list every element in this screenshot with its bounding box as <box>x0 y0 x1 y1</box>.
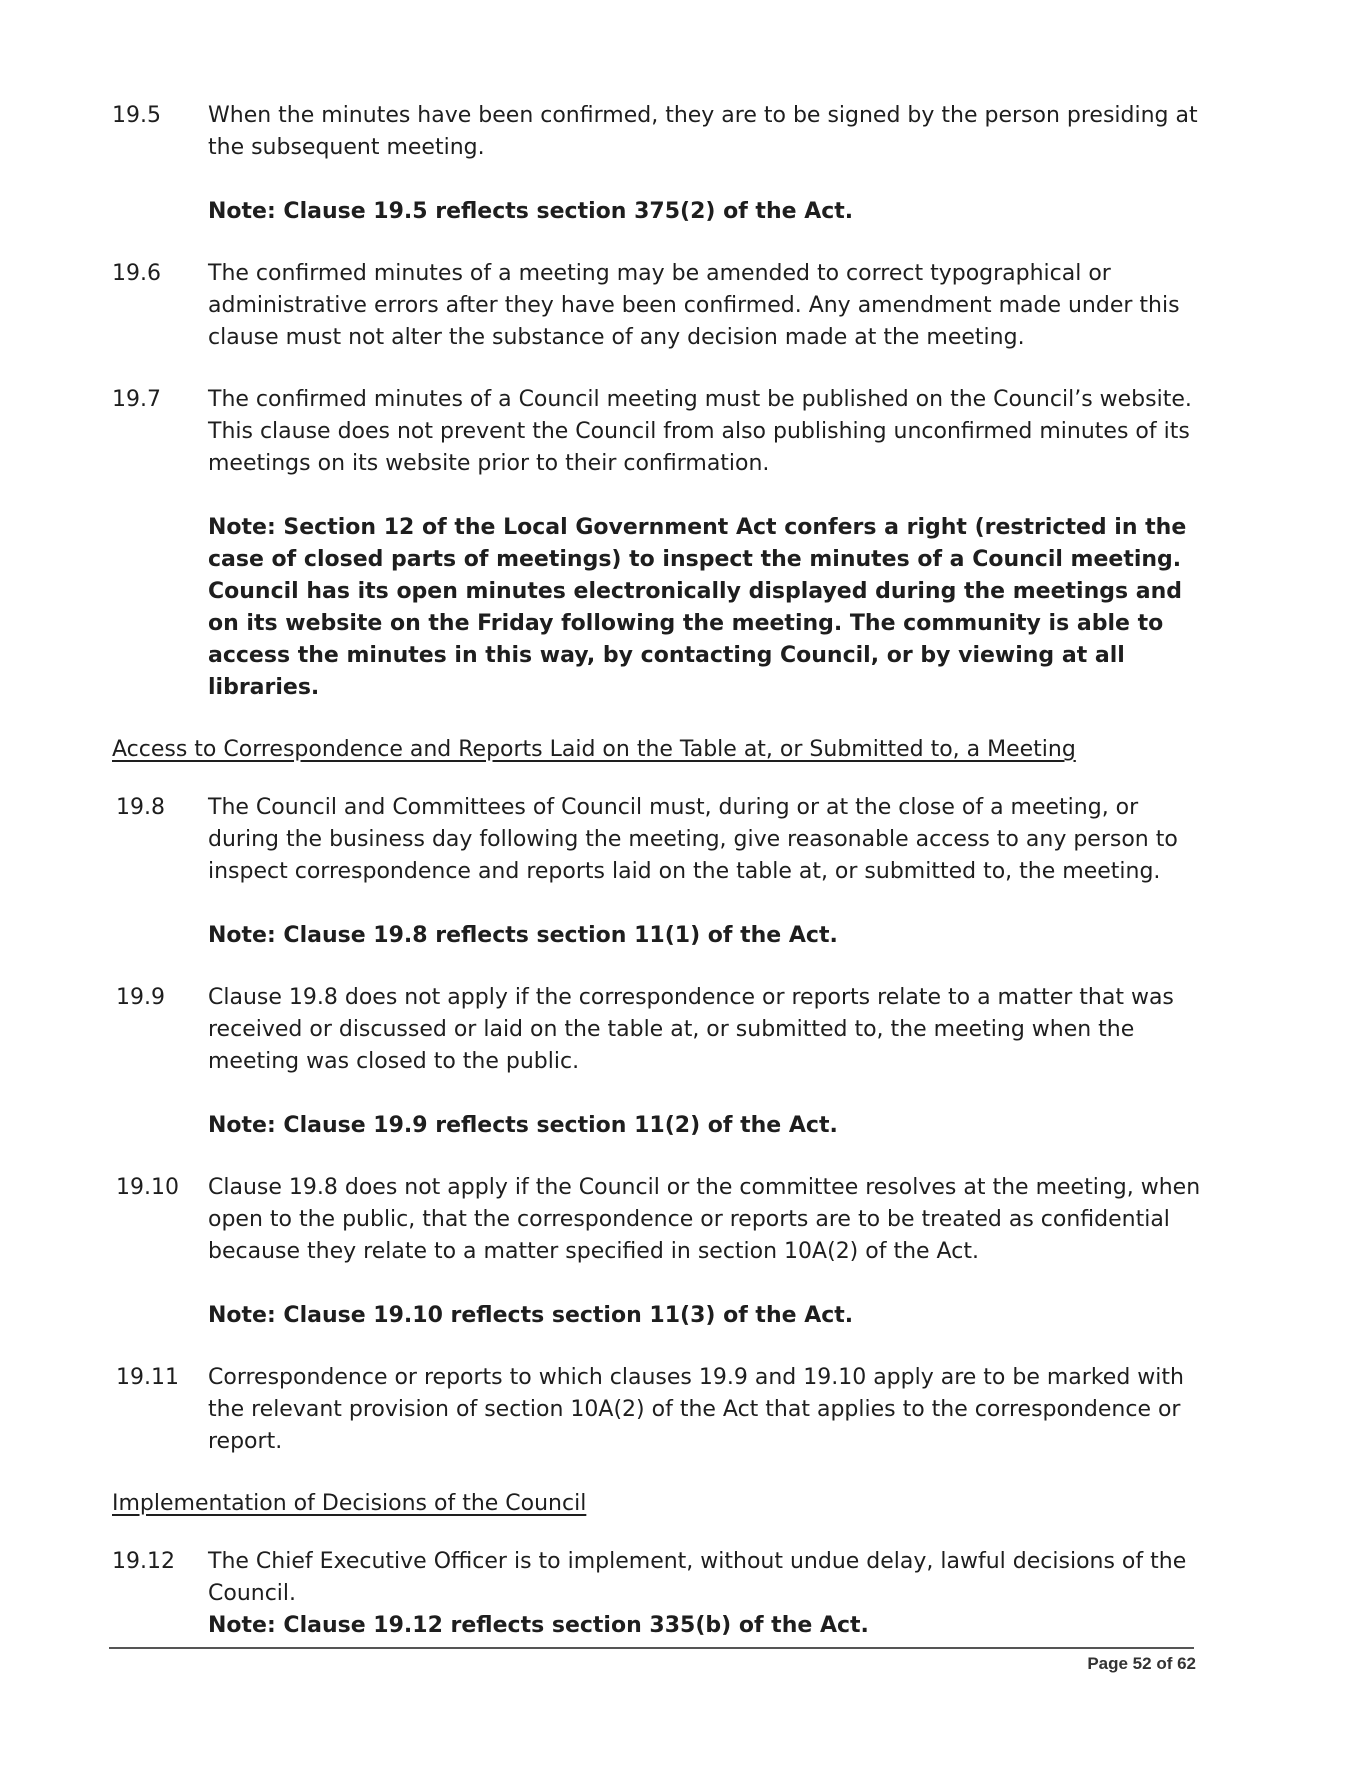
clause-number: 19.10 <box>116 1175 179 1200</box>
clause-19-6 <box>112 258 1212 354</box>
clause-text: The Chief Executive Officer is to implement, without undue delay, lawful decisions of the Council. <box>208 1549 1187 1606</box>
clause-note: Note: Clause 19.8 reflects section 11(1) of the Act. <box>208 923 838 948</box>
clause-number: 19.8 <box>116 795 165 820</box>
clause-text: When the minutes have been confirmed, they are to be signed by the person presiding at the subsequent meeting. <box>208 103 1198 160</box>
page-content <box>112 100 1212 1672</box>
clause-note: Note: Clause 19.10 reflects section 11(3) of the Act. <box>208 1303 854 1328</box>
clause-text: The Council and Committees of Council must, during or at the close of a meeting, or during the business day following the meeting, give reasonable access to any person to inspect correspondence and reports laid on the table at, or submitted to, the meeting. <box>208 795 1178 884</box>
clause-number: 19.12 <box>112 1549 175 1574</box>
clause-body <box>208 792 1212 952</box>
section-heading-implementation: Implementation of Decisions of the Council <box>112 1491 587 1516</box>
clause-19-11 <box>112 1362 1212 1458</box>
clause-note: Note: Clause 19.12 reflects section 335(b) of the Act. <box>208 1613 869 1638</box>
footer-divider <box>109 1647 1194 1649</box>
clause-number: 19.6 <box>112 261 161 286</box>
section-heading-access: Access to Correspondence and Reports Laid on the Table at, or Submitted to, a Meeting <box>112 737 1076 762</box>
clause-text: The confirmed minutes of a Council meeting must be published on the Council’s website. This clause does not prevent the Council from also publishing unconfirmed minutes of its meetings on its website prior to their confirmation. <box>208 387 1192 476</box>
clause-19-12 <box>112 1546 1212 1642</box>
clause-19-5 <box>112 100 1212 228</box>
clause-text: Clause 19.8 does not apply if the correspondence or reports relate to a matter that was received or discussed or laid on the table at, or submitted to, the meeting when the meeting was closed to the public. <box>208 985 1174 1074</box>
clause-number: 19.9 <box>116 985 165 1010</box>
clause-note: Note: Section 12 of the Local Government Act confers a right (restricted in the case of closed parts of meetings) to inspect the minutes of a Council meeting. Council has its open minutes electronically displayed during the meetings and on its website on the Friday following the meeting. The community is able to access the minutes in this way, by contacting Council, or by viewing at all libraries. <box>208 515 1187 700</box>
clause-body <box>208 1362 1212 1458</box>
clause-note: Note: Clause 19.9 reflects section 11(2) of the Act. <box>208 1113 838 1138</box>
clause-19-9 <box>112 982 1212 1142</box>
clause-body <box>208 100 1212 228</box>
clause-body <box>208 1546 1212 1642</box>
clause-text: Clause 19.8 does not apply if the Council or the committee resolves at the meeting, when open to the public, that the correspondence or reports are to be treated as confidential because they relate to a matter specified in section 10A(2) of the Act. <box>208 1175 1201 1264</box>
clause-number: 19.7 <box>112 387 161 412</box>
clause-text: Correspondence or reports to which clauses 19.9 and 19.10 apply are to be marked with the relevant provision of section 10A(2) of the Act that applies to the correspondence or report. <box>208 1365 1184 1454</box>
clause-note: Note: Clause 19.5 reflects section 375(2) of the Act. <box>208 199 854 224</box>
clause-body <box>208 982 1212 1142</box>
clause-body <box>208 258 1212 354</box>
clause-number: 19.11 <box>116 1365 179 1390</box>
clause-body <box>208 384 1212 704</box>
clause-19-8 <box>112 792 1212 952</box>
clause-text: The confirmed minutes of a meeting may be amended to correct typographical or administrative errors after they have been confirmed. Any amendment made under this clause must not alter the substance of any decision made at the meeting. <box>208 261 1180 350</box>
clause-body <box>208 1172 1212 1332</box>
page-number: Page 52 of 62 <box>1087 1654 1196 1673</box>
clause-number: 19.5 <box>112 103 161 128</box>
clause-19-10 <box>112 1172 1212 1332</box>
clause-19-7 <box>112 384 1212 704</box>
